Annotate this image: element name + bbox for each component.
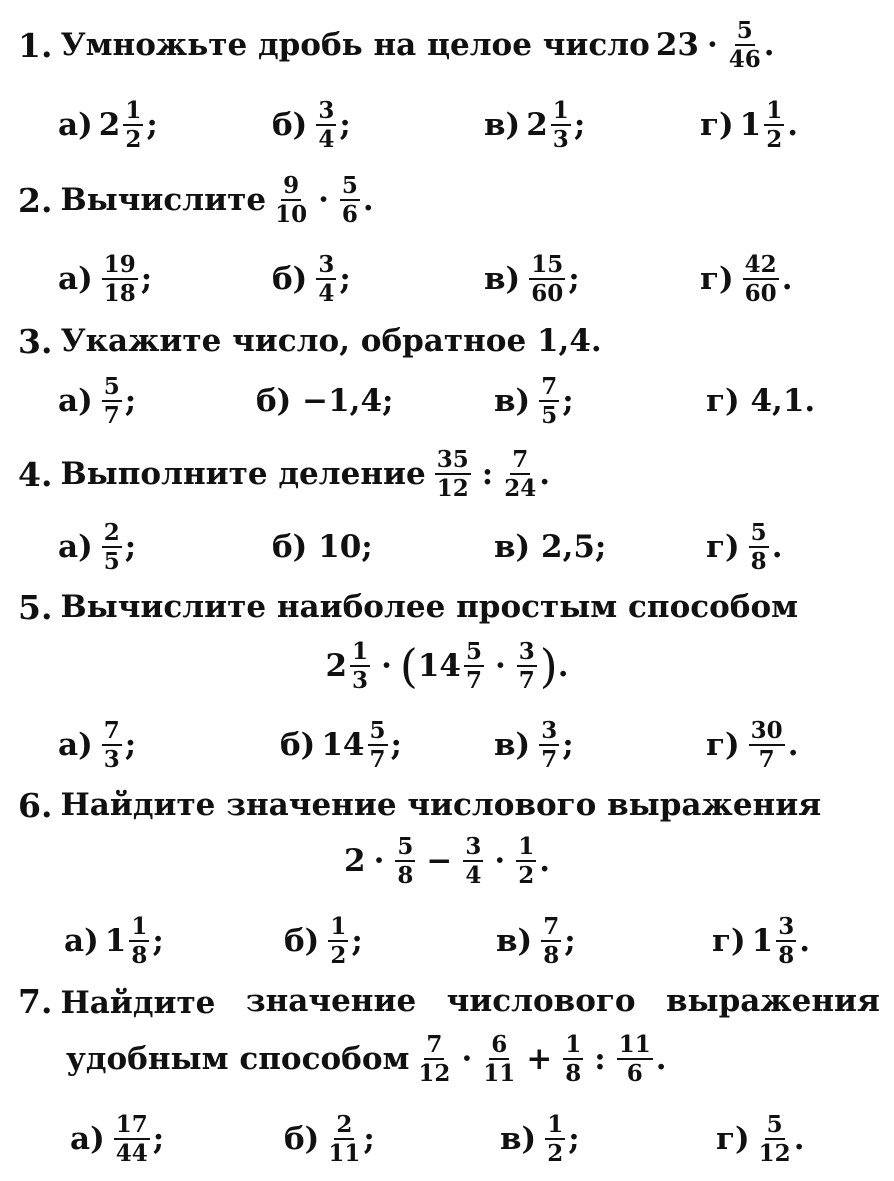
option-c[interactable]: в) $\frac{7}{5}$ ; — [494, 373, 574, 429]
options-1 — [0, 90, 894, 160]
option-c[interactable]: в) $\frac{15}{60}$ ; — [484, 251, 580, 307]
options-6 — [0, 906, 894, 976]
fraction: $\frac{5}{46}$ — [728, 17, 761, 73]
question-number: 5. — [18, 587, 53, 627]
question-number: 4. — [18, 454, 53, 494]
option-d[interactable]: г) 1 $\frac{3}{8}$ . — [712, 913, 811, 969]
options-2 — [0, 244, 894, 314]
option-a[interactable]: а) $\frac{19}{18}$ ; — [58, 251, 153, 307]
option-b[interactable]: б) $\frac{1}{2}$ ; — [284, 913, 363, 969]
question-7: 7. Найдите значение числового выражения — [18, 981, 880, 1021]
whole-number: 23 — [655, 27, 699, 63]
question-number: 3. — [18, 321, 53, 361]
option-a[interactable]: а) $\frac{17}{44}$ ; — [70, 1111, 165, 1167]
option-d[interactable]: г) $\frac{30}{7}$ . — [706, 717, 799, 773]
option-b[interactable]: б) 10; — [272, 529, 373, 565]
options-4 — [0, 512, 894, 582]
option-d[interactable]: г) 4,1. — [706, 383, 816, 419]
question-number: 6. — [18, 785, 53, 825]
fraction: $\frac{7}{24}$ — [504, 446, 537, 502]
options-7 — [0, 1104, 894, 1174]
option-a[interactable]: а) $\frac{7}{3}$ ; — [58, 717, 137, 773]
option-d[interactable]: г) $\frac{42}{60}$ . — [700, 251, 793, 307]
option-c[interactable]: в) $\frac{7}{8}$ ; — [496, 913, 576, 969]
expression-5: 2 $\frac{1}{3}$ · ( 14 $\frac{5}{7}$ · $\frac{3}{7}$ ) . — [325, 638, 569, 694]
option-a[interactable]: а) 2 $\frac{1}{2}$ ; — [58, 97, 158, 153]
option-b[interactable]: б) $\frac{3}{4}$ ; — [272, 97, 351, 153]
question-number: 1. — [18, 25, 53, 65]
fraction: $\frac{35}{12}$ — [436, 446, 469, 502]
option-d[interactable]: г) 1 $\frac{1}{2}$ . — [700, 97, 799, 153]
question-1: 1. Умножьте дробь на целое число 23 · $\frac{5}{46}$ . — [18, 17, 775, 73]
option-b[interactable]: б) $\frac{2}{11}$ ; — [284, 1111, 375, 1167]
fraction: $\frac{5}{6}$ — [341, 172, 358, 228]
question-number: 2. — [18, 180, 53, 220]
question-text: Умножьте дробь на целое число — [60, 27, 650, 63]
operator: : — [481, 456, 494, 492]
question-7-line-2: удобным способом $\frac{7}{12}$ · $\frac{6}{11}$ + $\frac{1}{8}$ : $\frac{11}{6}$ . — [66, 1031, 667, 1087]
option-c[interactable]: в) $\frac{1}{2}$ ; — [500, 1111, 580, 1167]
option-c[interactable]: в) 2,5; — [494, 529, 607, 565]
operator: · — [318, 182, 329, 218]
option-b[interactable]: б) 14 $\frac{5}{7}$ ; — [280, 717, 402, 773]
option-b[interactable]: б) $\frac{3}{4}$ ; — [272, 251, 351, 307]
question-text: Выполните деление — [60, 456, 426, 492]
question-2: 2. Вычислите $\frac{9}{10}$ · $\frac{5}{6}$ . — [18, 172, 374, 228]
option-a[interactable]: а) $\frac{5}{7}$ ; — [58, 373, 137, 429]
operator: · — [706, 27, 718, 63]
option-c[interactable]: в) $\frac{3}{7}$ ; — [494, 717, 574, 773]
question-text: Найдите значение числового выражения — [60, 787, 822, 823]
question-text: Вычислите — [60, 182, 267, 218]
option-c[interactable]: в) 2 $\frac{1}{3}$ ; — [484, 97, 586, 153]
question-text: Вычислите наиболее простым способом — [60, 589, 799, 625]
options-3 — [0, 366, 894, 436]
option-b[interactable]: б) −1,4; — [256, 383, 394, 419]
question-text: Укажите число, обратное 1,4. — [60, 323, 602, 359]
option-d[interactable]: г) $\frac{5}{8}$ . — [706, 519, 783, 575]
question-3 — [18, 318, 880, 364]
question-5 — [18, 584, 880, 630]
question-4: 4. Выполните деление $\frac{35}{12}$ : $\frac{7}{24}$ . — [18, 446, 551, 502]
option-a[interactable]: а) 1 $\frac{1}{8}$ ; — [64, 913, 164, 969]
fraction: $\frac{9}{10}$ — [275, 172, 308, 228]
options-5 — [0, 710, 894, 780]
option-d[interactable]: г) $\frac{5}{12}$ . — [716, 1111, 805, 1167]
option-a[interactable]: а) $\frac{2}{5}$ ; — [58, 519, 137, 575]
question-number: 7. — [18, 981, 53, 1021]
expression-6: 2 · $\frac{5}{8}$ − $\frac{3}{4}$ · $\frac{1}{2}$ . — [344, 833, 550, 889]
question-6 — [18, 782, 880, 828]
